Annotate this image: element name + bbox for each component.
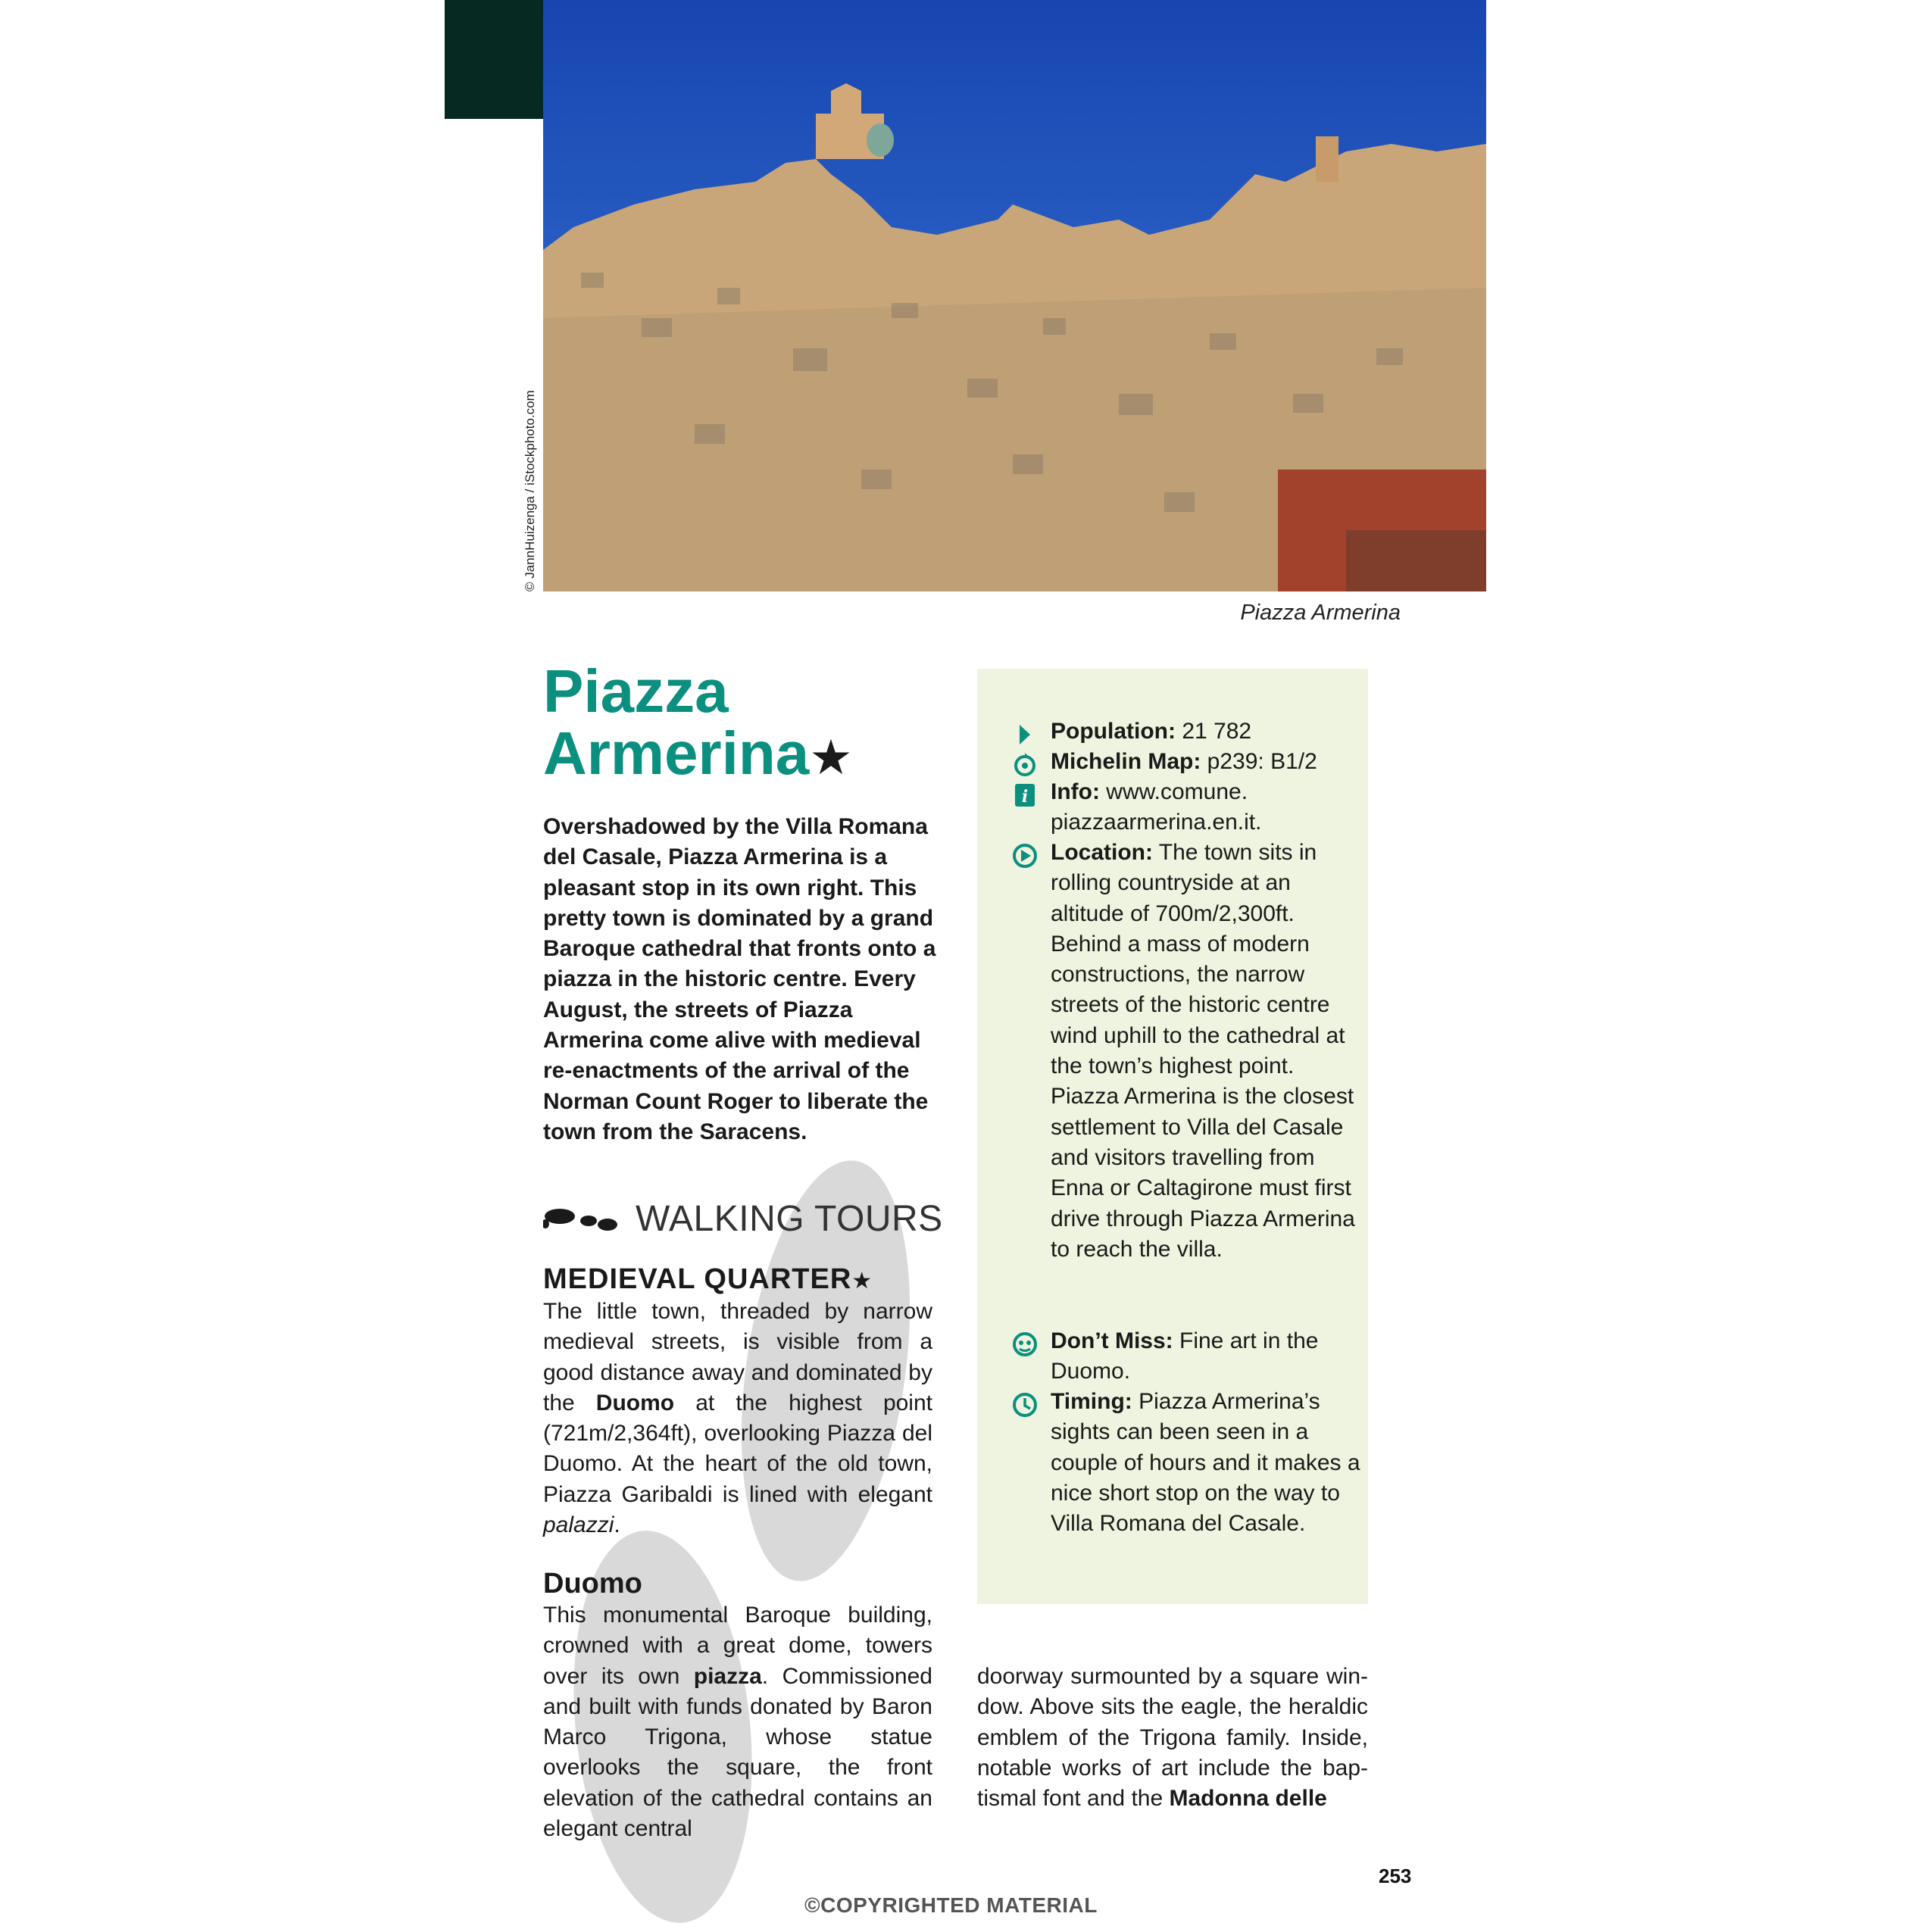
info-timing [1051, 1387, 1361, 1539]
star-icon: ★ [809, 730, 853, 785]
medieval-text-a: The little town, threaded by narrow medieval streets, is visible from a good distance away and dominated by the [543, 1299, 932, 1415]
location-label: Location: [1051, 840, 1153, 865]
population-value: 21 782 [1175, 719, 1252, 744]
medieval-bold-duomo: Duomo [595, 1390, 675, 1415]
info-i-icon [1012, 782, 1038, 808]
town-photo [543, 0, 1486, 591]
info-location [1051, 838, 1361, 1265]
photo-caption: Piazza Armerina [1240, 601, 1401, 625]
duomo-text-b: . Commissioned and built with funds donated by Baron Marco Trigona, whose statue overlooks the square, the front elevation of the cathedral contains an elegant central [543, 1663, 932, 1842]
medieval-quarter-heading [543, 1263, 873, 1296]
medieval-italic-palazzi: palazzi [543, 1512, 614, 1538]
location-value: The town sits in rolling countryside at an altitude of 700m/2,300ft. Behind a mass of modern constructions, the narrow streets of the historic centre wind uphill to the cathedral at the town’s highest point. Piazza Armerina is the closest settlement to Villa del Casale and visitors travelling from Enna or Caltagirone must first drive through Piazza Armerina to reach the villa. [1051, 840, 1355, 1262]
page-number: 253 [1379, 1865, 1412, 1887]
map-value: p239: B1/2 [1201, 749, 1317, 774]
medieval-text-b: at the highest point (721m/2,364ft), overlooking Piazza del Duomo. At the heart of the old town, Piazza Garibaldi is lined with elegant [543, 1390, 932, 1507]
medieval-paragraph [543, 1297, 932, 1540]
duomo-paragraph [543, 1600, 932, 1844]
walking-tours-label: WALKING TOURS [636, 1199, 943, 1239]
walking-tours-heading [543, 1198, 943, 1240]
michelin-map-icon [1012, 751, 1038, 777]
duomo-bold-piazza: piazza [693, 1663, 762, 1689]
info-michelin-map [1051, 747, 1361, 777]
duomo-cont-bold: Madonna delle [1169, 1786, 1327, 1812]
info-website [1051, 777, 1361, 838]
star-icon: ★ [851, 1269, 873, 1294]
dont-miss-icon [1012, 1331, 1038, 1357]
intro-paragraph: Overshadowed by the Villa Romana del Casale, Piazza Armerina is a pleasant stop in its own right. This pretty town is dominated by a grand Baroque cathedral that fronts onto a piazza in the historic centre. Every August, the streets of Piazza Armerina come alive with medieval re-enactments of the arrival of the Norman Count Roger to liberate the town from the Saracens. [543, 814, 936, 1144]
timing-label: Timing: [1051, 1389, 1132, 1414]
map-label: Michelin Map: [1051, 749, 1201, 774]
page-title [543, 657, 853, 788]
info-dont-miss [1051, 1326, 1361, 1387]
duomo-paragraph-continued [977, 1662, 1368, 1814]
location-arrow-icon [1012, 843, 1038, 869]
copyright-notice: ©COPYRIGHTED MATERIAL [804, 1893, 1098, 1917]
duomo-heading: Duomo [543, 1568, 642, 1600]
photo-credit: © JannHuizenga / iStockphoto.com [523, 390, 537, 591]
medieval-heading-text: MEDIEVAL QUARTER [543, 1263, 852, 1295]
footprints-icon [543, 1203, 619, 1236]
medieval-text-c: . [614, 1512, 620, 1538]
corner-block [445, 0, 543, 119]
population-label: Population: [1051, 719, 1176, 744]
title-line-1: Piazza [543, 657, 729, 725]
dont-miss-value: Fine art in the Duomo. [1051, 1328, 1319, 1384]
population-arrow-icon [1012, 722, 1038, 748]
svg-text:i: i [1021, 787, 1029, 807]
duomo-text-a: This monumental Baroque building, crowned with a great dome, towers over its own [543, 1603, 932, 1689]
info-label: Info: [1051, 779, 1100, 804]
info-population [1051, 716, 1361, 747]
dont-miss-label: Don’t Miss: [1051, 1328, 1173, 1353]
info-value: www.comune. piazzaarmerina.en.it. [1051, 779, 1262, 835]
duomo-cont-text: doorway surmounted by a square win-dow. Above sits the eagle, the heraldic emblem of the Trigona family. Inside, notable works of art include the bap-tismal font and the [977, 1664, 1368, 1812]
title-line-2: Armerina [543, 719, 810, 787]
timing-value: Piazza Armerina’s sights can been seen in a couple of hours and it makes a nice short stop on the way to Villa Romana del Casale. [1051, 1389, 1360, 1537]
clock-icon [1012, 1392, 1038, 1418]
